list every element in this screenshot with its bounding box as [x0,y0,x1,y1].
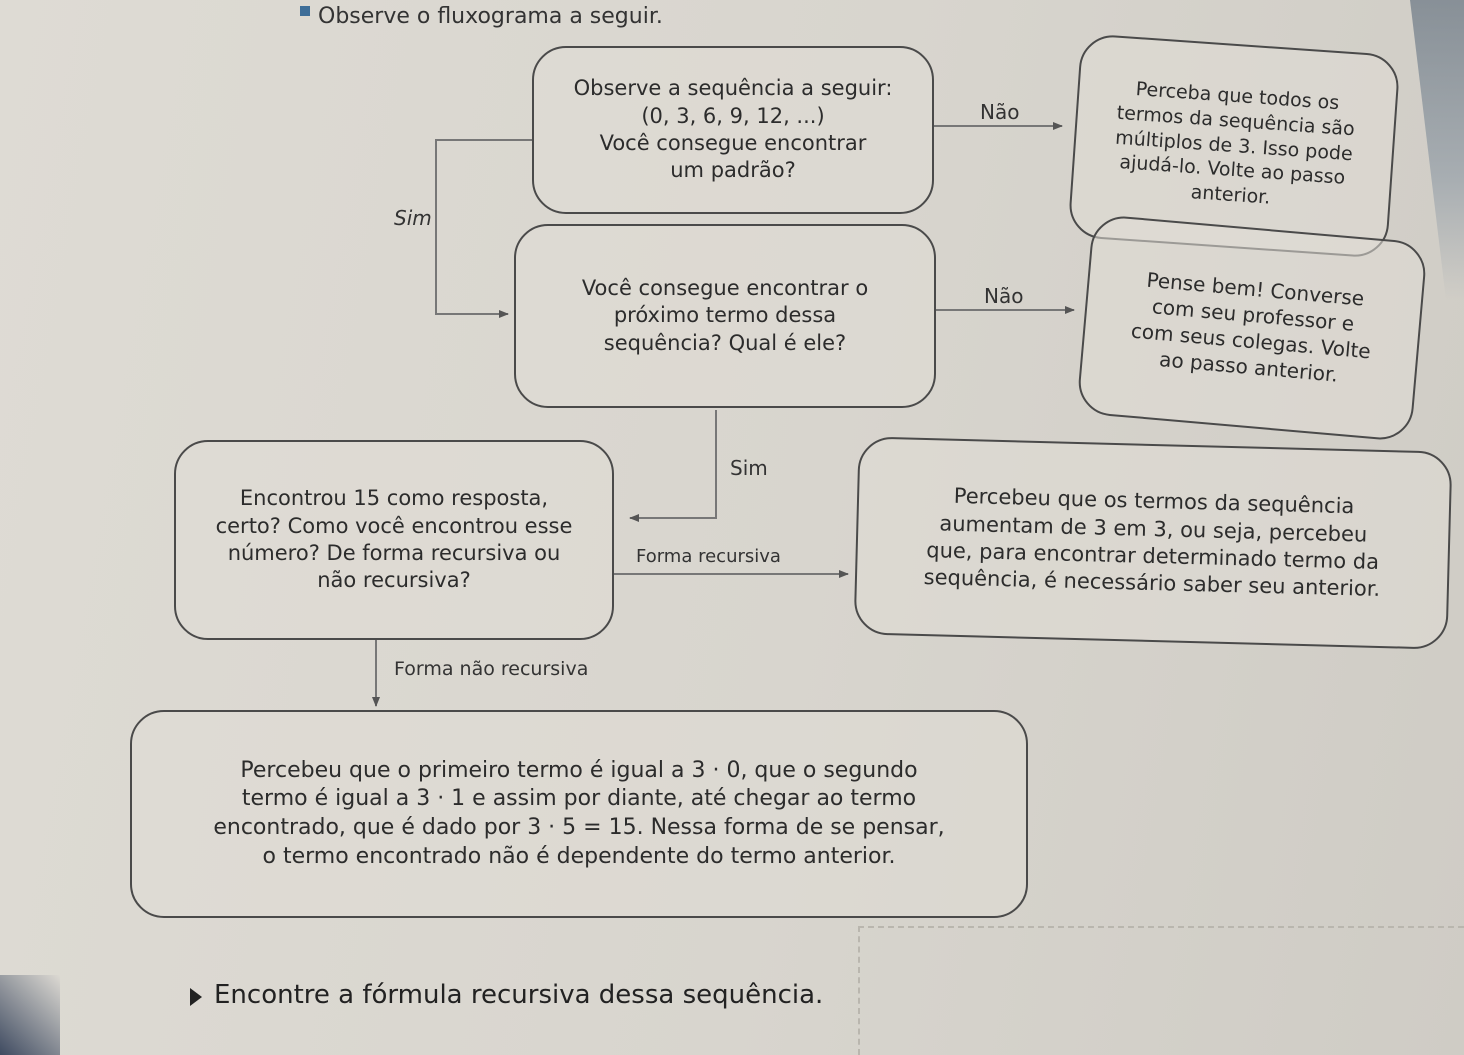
node-recursive [854,436,1453,649]
node-non-recursive-text: Percebeu que o primeiro termo é igual a 3 · 0, que o segundo termo é igual a 3 · 1 e assim por diante, até chegar ao termo encontrado, que é dado por 3 · 5 = 15. Nessa forma de se pensar, o termo encontrado não é dependente do termo anterior. [213,757,945,869]
node-recursive-text: Percebeu que os termos da sequência aumentam de 3 em 3, ou seja, percebeu que, para encontrar determinado termo da sequência, é necessário saber seu anterior. [923,484,1381,602]
node-hint-pattern-text: Perceba que todos os termos da sequência são múltiplos de 3. Isso pode ajudá-lo. Volte ao passo anterior. [1114,78,1356,209]
dashed-separator-vertical [858,926,860,1055]
edge-label-yes-2: Sim [730,456,768,480]
node-hint-talk-text: Pense bem! Converse com seu professor e com seus colegas. Volte ao passo anterior. [1130,267,1372,387]
edge-label-no-1: Não [980,100,1020,124]
page-title: Observe o fluxograma a seguir. [318,4,663,29]
edge-label-recursive: Forma recursiva [636,546,781,567]
node-start [532,46,934,214]
edge-label-yes-1: Sim [394,206,432,230]
node-next-term-text: Você consegue encontrar o próximo termo dessa sequência? Qual é ele? [581,276,869,355]
node-next-term [514,224,936,408]
exercise-question: Encontre a fórmula recursiva dessa sequência. [214,980,824,1010]
dashed-separator [858,926,1464,928]
edge-label-no-2: Não [984,284,1024,308]
play-arrow-icon [190,988,202,1006]
node-hint-talk [1076,214,1428,443]
node-non-recursive [130,710,1028,918]
edge-label-non-recursive: Forma não recursiva [394,658,589,680]
node-start-text: Observe a sequência a seguir: (0, 3, 6, 9, 12, ...) Você consegue encontrar um padrão? [573,76,893,183]
node-found-text: Encontrou 15 como resposta, certo? Como você encontrou esse número? De forma recursiva ou não recursiva? [215,486,573,593]
node-found [174,440,614,640]
